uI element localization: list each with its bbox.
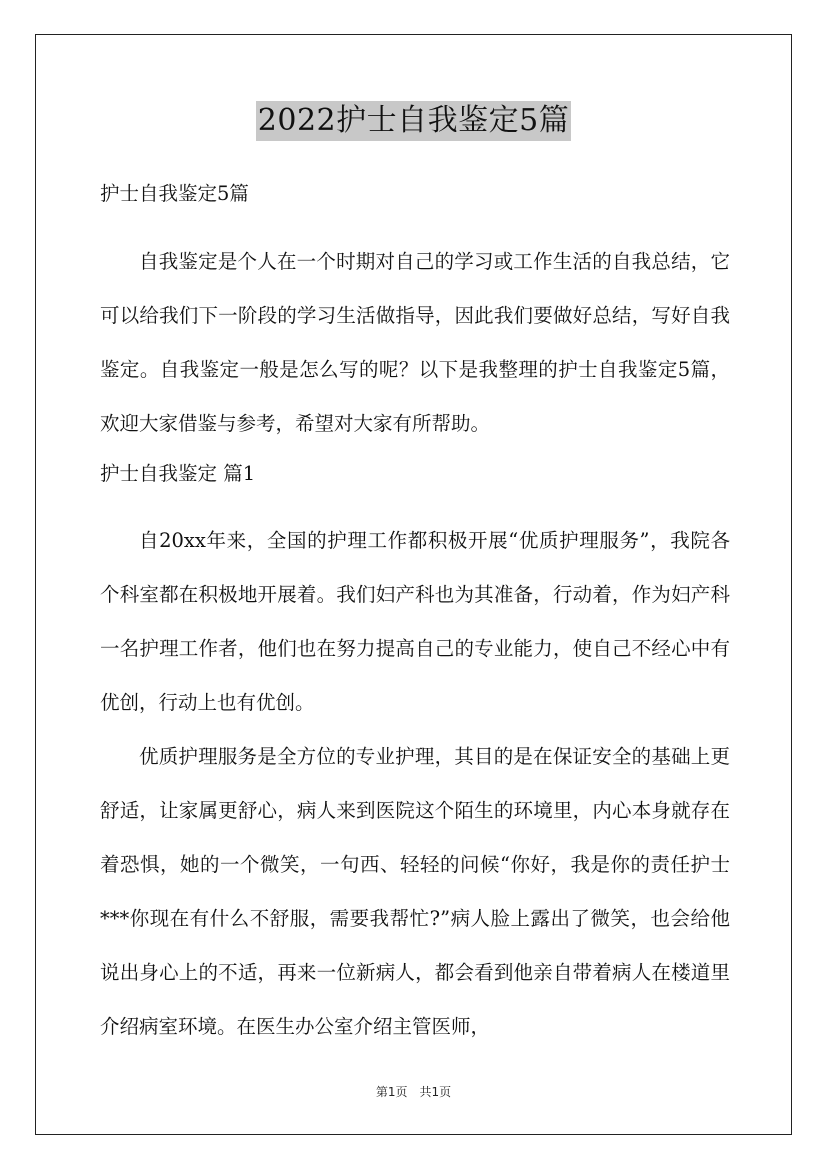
page-number: 第1页 共1页 xyxy=(375,1085,452,1099)
document-body xyxy=(100,176,730,1054)
body-paragraph-1: 自20xx年来，全国的护理工作都积极开展“优质护理服务”，我院各个科室都在积极地开展着。我们妇产科也为其准备，行动着，作为妇产科一名护理工作者，他们也在努力提高自己的专业能力，使自己不经心中有优创，行动上也有优创。 xyxy=(100,529,730,714)
body-paragraph-2: 优质护理服务是全方位的专业护理，其目的是在保证安全的基础上更舒适，让家属更舒心，病人来到医院这个陌生的环境里，内心本身就存在着恐惧，她的一个微笑，一句西、轻轻的问候“你好，我是你的责任护士***你现在有什么不舒服，需要我帮忙?”病人脸上露出了微笑，也会给他说出身心上的不适，再来一位新病人，都会看到他亲自带着病人在楼道里介绍病室环境。在医生办公室介绍主管医师， xyxy=(100,745,730,1038)
section-heading: 护士自我鉴定 篇1 xyxy=(100,462,256,485)
document-title: 2022护士自我鉴定5篇 xyxy=(256,101,571,141)
document-subtitle: 护士自我鉴定5篇 xyxy=(100,182,249,205)
intro-paragraph: 自我鉴定是个人在一个时期对自己的学习或工作生活的自我总结，它可以给我们下一阶段的学习生活做指导，因此我们要做好总结，写好自我鉴定。自我鉴定一般是怎么写的呢？以下是我整理的护士自我鉴定5篇，欢迎大家借鉴与参考，希望对大家有所帮助。 xyxy=(100,250,730,435)
title-container xyxy=(0,101,827,141)
